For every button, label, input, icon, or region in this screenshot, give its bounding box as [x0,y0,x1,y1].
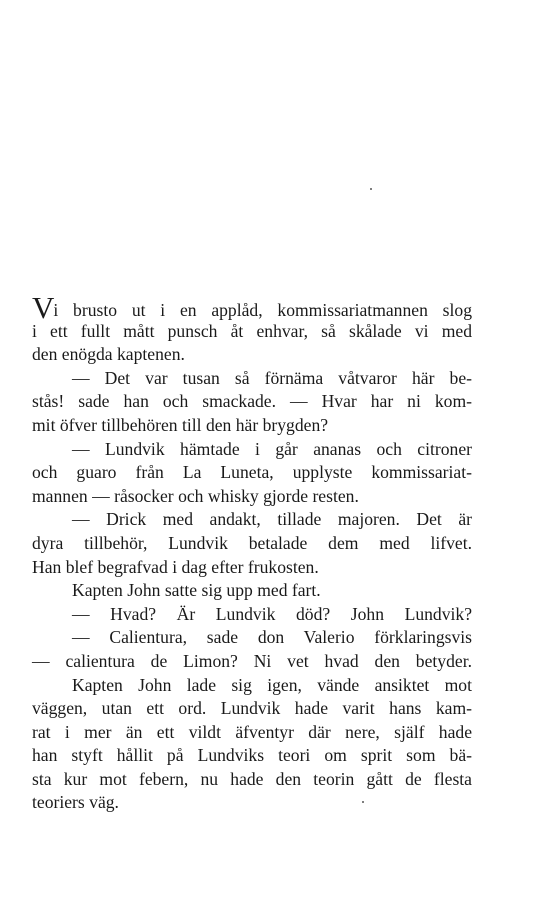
text-line: mit öfver tillbehören till den här brygden? [32,414,329,435]
text-line: — Lundvik hämtade i går ananas och citroner [72,438,472,459]
text-line: — Drick med andakt, tillade majoren. Det är [72,509,472,530]
text-line: i ett fullt mått punsch åt enhvar, så skålade vi med [32,320,472,341]
body-text [32,290,472,815]
text-line: sta kur mot febern, nu hade den teorin gått de flesta [32,768,472,789]
text-line: den enögda kaptenen. [32,344,185,365]
text-line: Han blef begrafvad i dag efter frukosten. [32,556,319,577]
text-line: stås! sade han och smackade. — Hvar har ni kom- [32,391,472,412]
text-line: — Det var tusan så förnäma våtvaror här be- [72,367,472,388]
text-line [32,290,472,325]
text-line: väggen, utan ett ord. Lundvik hade varit hans kam- [32,698,472,719]
text-line: och guaro från La Luneta, upplyste kommissariat- [32,462,472,483]
text-line: dyra tillbehör, Lundvik betalade dem med lifvet. [32,532,472,553]
text-line: Kapten John lade sig igen, vände ansiktet mot [72,674,472,695]
text-line: — Hvad? Är Lundvik död? John Lundvik? [72,603,472,624]
drop-cap: V [32,290,54,325]
text-line: Kapten John satte sig upp med fart. [72,580,321,601]
text-line: han styft hållit på Lundviks teori om sprit som bä- [32,745,472,766]
text-line: mannen — råsocker och whisky gjorde resten. [32,485,359,506]
print-speck [370,188,372,190]
text-line: teoriers väg. [32,792,119,813]
line-text: i brusto ut i en applåd, kommissariatmannen slog [53,300,472,320]
text-line: rat i mer än ett vildt äfventyr där nere, själf hade [32,721,472,742]
text-line: — calientura de Limon? Ni vet hvad den betyder. [32,650,472,671]
text-line: — Calientura, sade don Valerio förklaringsvis [72,627,472,648]
